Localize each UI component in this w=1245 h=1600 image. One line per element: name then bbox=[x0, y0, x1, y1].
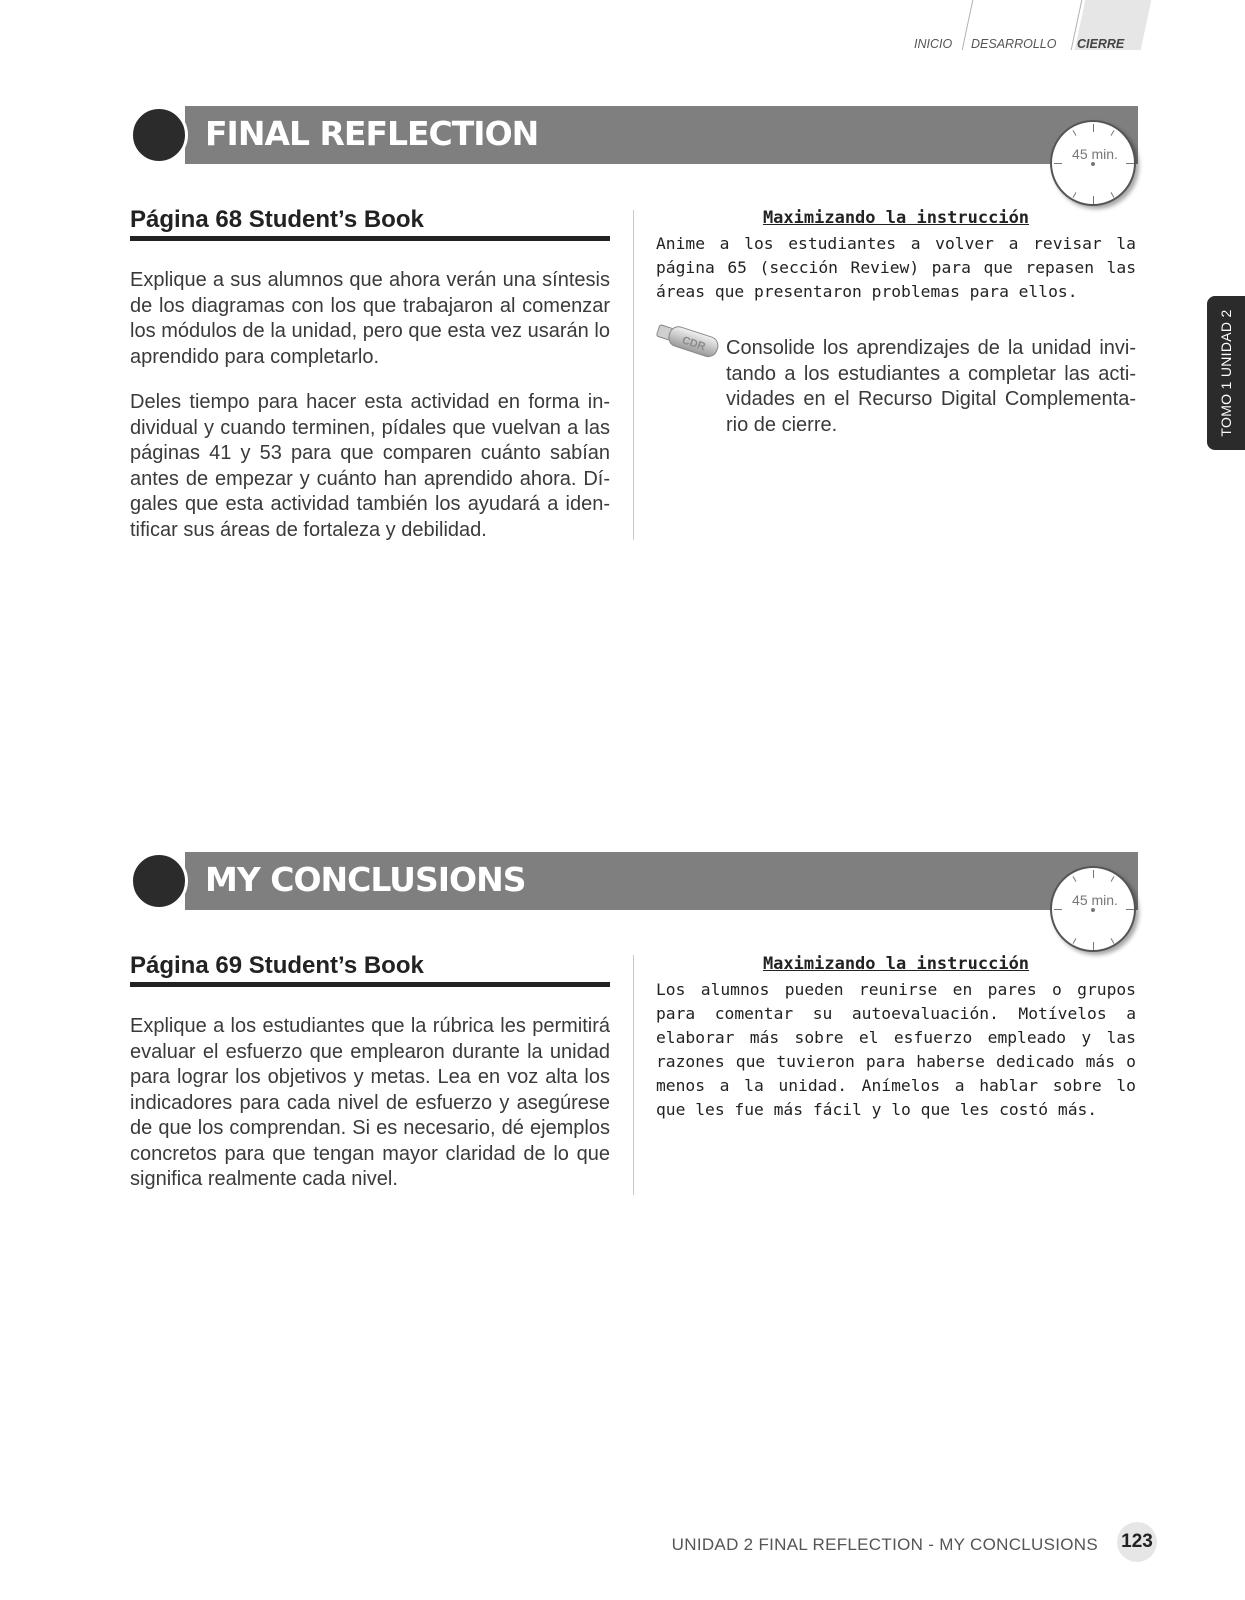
body-paragraph: Explique a los estudiantes que la rúbrica les permitirá evaluar el esfuerzo que emplearon durante la unidad para lograr los objetivos y metas. Lea en voz alta los indicadores para cada nivel de esfuerzo y asegúrese de que los comprendan. Si es necesario, dé ejemplos concretos para que tengan mayor claridad de lo que significa realmente cada nivel. bbox=[130, 1015, 610, 1190]
clock-icon bbox=[1050, 120, 1136, 206]
maximizing-body: Anime a los estudiantes a volver a revisar la página 65 (sección Review) para que repasen las áreas que presentaron problemas para ellos. bbox=[656, 234, 1136, 301]
body-paragraph: Explique a sus alumnos que ahora verán una síntesis de los diagramas con los que trabajaron al comenzar los módulos de la unidad, pero que esta vez usarán lo aprendido para completarlo. bbox=[130, 269, 610, 368]
maximizing-body: Los alumnos pueden reunirse en pares o grupos para comentar su autoevaluación. Motívelos a elaborar más sobre el esfuerzo empleado y las razones que tuvieron para haberse dedicado más o menos a la unidad. Anímelos a hablar sobre lo que les fue más fácil y lo que les costó más. bbox=[656, 980, 1136, 1119]
title-underline bbox=[130, 982, 610, 987]
page-number: 123 bbox=[1117, 1522, 1157, 1562]
section-header-bar bbox=[185, 106, 1138, 164]
book-page-title: Página 69 Student’s Book bbox=[130, 952, 424, 979]
timer-label: 45 min. bbox=[1072, 146, 1118, 162]
nav-desarrollo[interactable]: DESARROLLO bbox=[971, 37, 1057, 51]
usb-drive-icon bbox=[654, 322, 722, 362]
section-header-bar bbox=[185, 852, 1138, 910]
maximizing-title: Maximizando la instrucción bbox=[762, 954, 1030, 974]
column-divider bbox=[633, 955, 634, 1195]
nav-inicio[interactable]: INICIO bbox=[914, 37, 953, 51]
side-tab-label: TOMO 1 UNIDAD 2 bbox=[1218, 309, 1234, 437]
column-divider bbox=[633, 210, 634, 540]
cdr-label: CDR bbox=[680, 334, 707, 354]
nav-cierre[interactable]: CIERRE bbox=[1077, 37, 1125, 51]
section-bullet-icon bbox=[130, 106, 188, 164]
timer-label: 45 min. bbox=[1072, 892, 1118, 908]
section-bullet-icon bbox=[130, 852, 188, 910]
maximizing-title: Maximizando la instrucción bbox=[762, 208, 1030, 228]
book-page-title: Página 68 Student’s Book bbox=[130, 206, 424, 233]
title-underline bbox=[130, 236, 610, 241]
body-paragraph: Deles tiempo para hacer esta actividad en forma individual y cuando terminen, pídales que vuelvan a las páginas 41 y 53 para que comparen cuánto sabían antes de empezar y cuánto han aprendido ahora. Dígales que esta actividad también los ayudará a identificar sus áreas de fortaleza y debilidad. bbox=[130, 391, 610, 541]
section-title: FINAL REFLECTION bbox=[205, 114, 539, 153]
section-title: MY CONCLUSIONS bbox=[205, 860, 526, 899]
side-tab bbox=[1207, 296, 1245, 450]
clock-icon bbox=[1050, 866, 1136, 952]
cdr-paragraph: Consolide los aprendizajes de la unidad invitando a los estudiantes a completar las actividades en el Recurso Digital Complementario de cierre. bbox=[726, 337, 1136, 436]
footer-section-label: UNIDAD 2 FINAL REFLECTION - MY CONCLUSIONS bbox=[671, 1535, 1098, 1554]
